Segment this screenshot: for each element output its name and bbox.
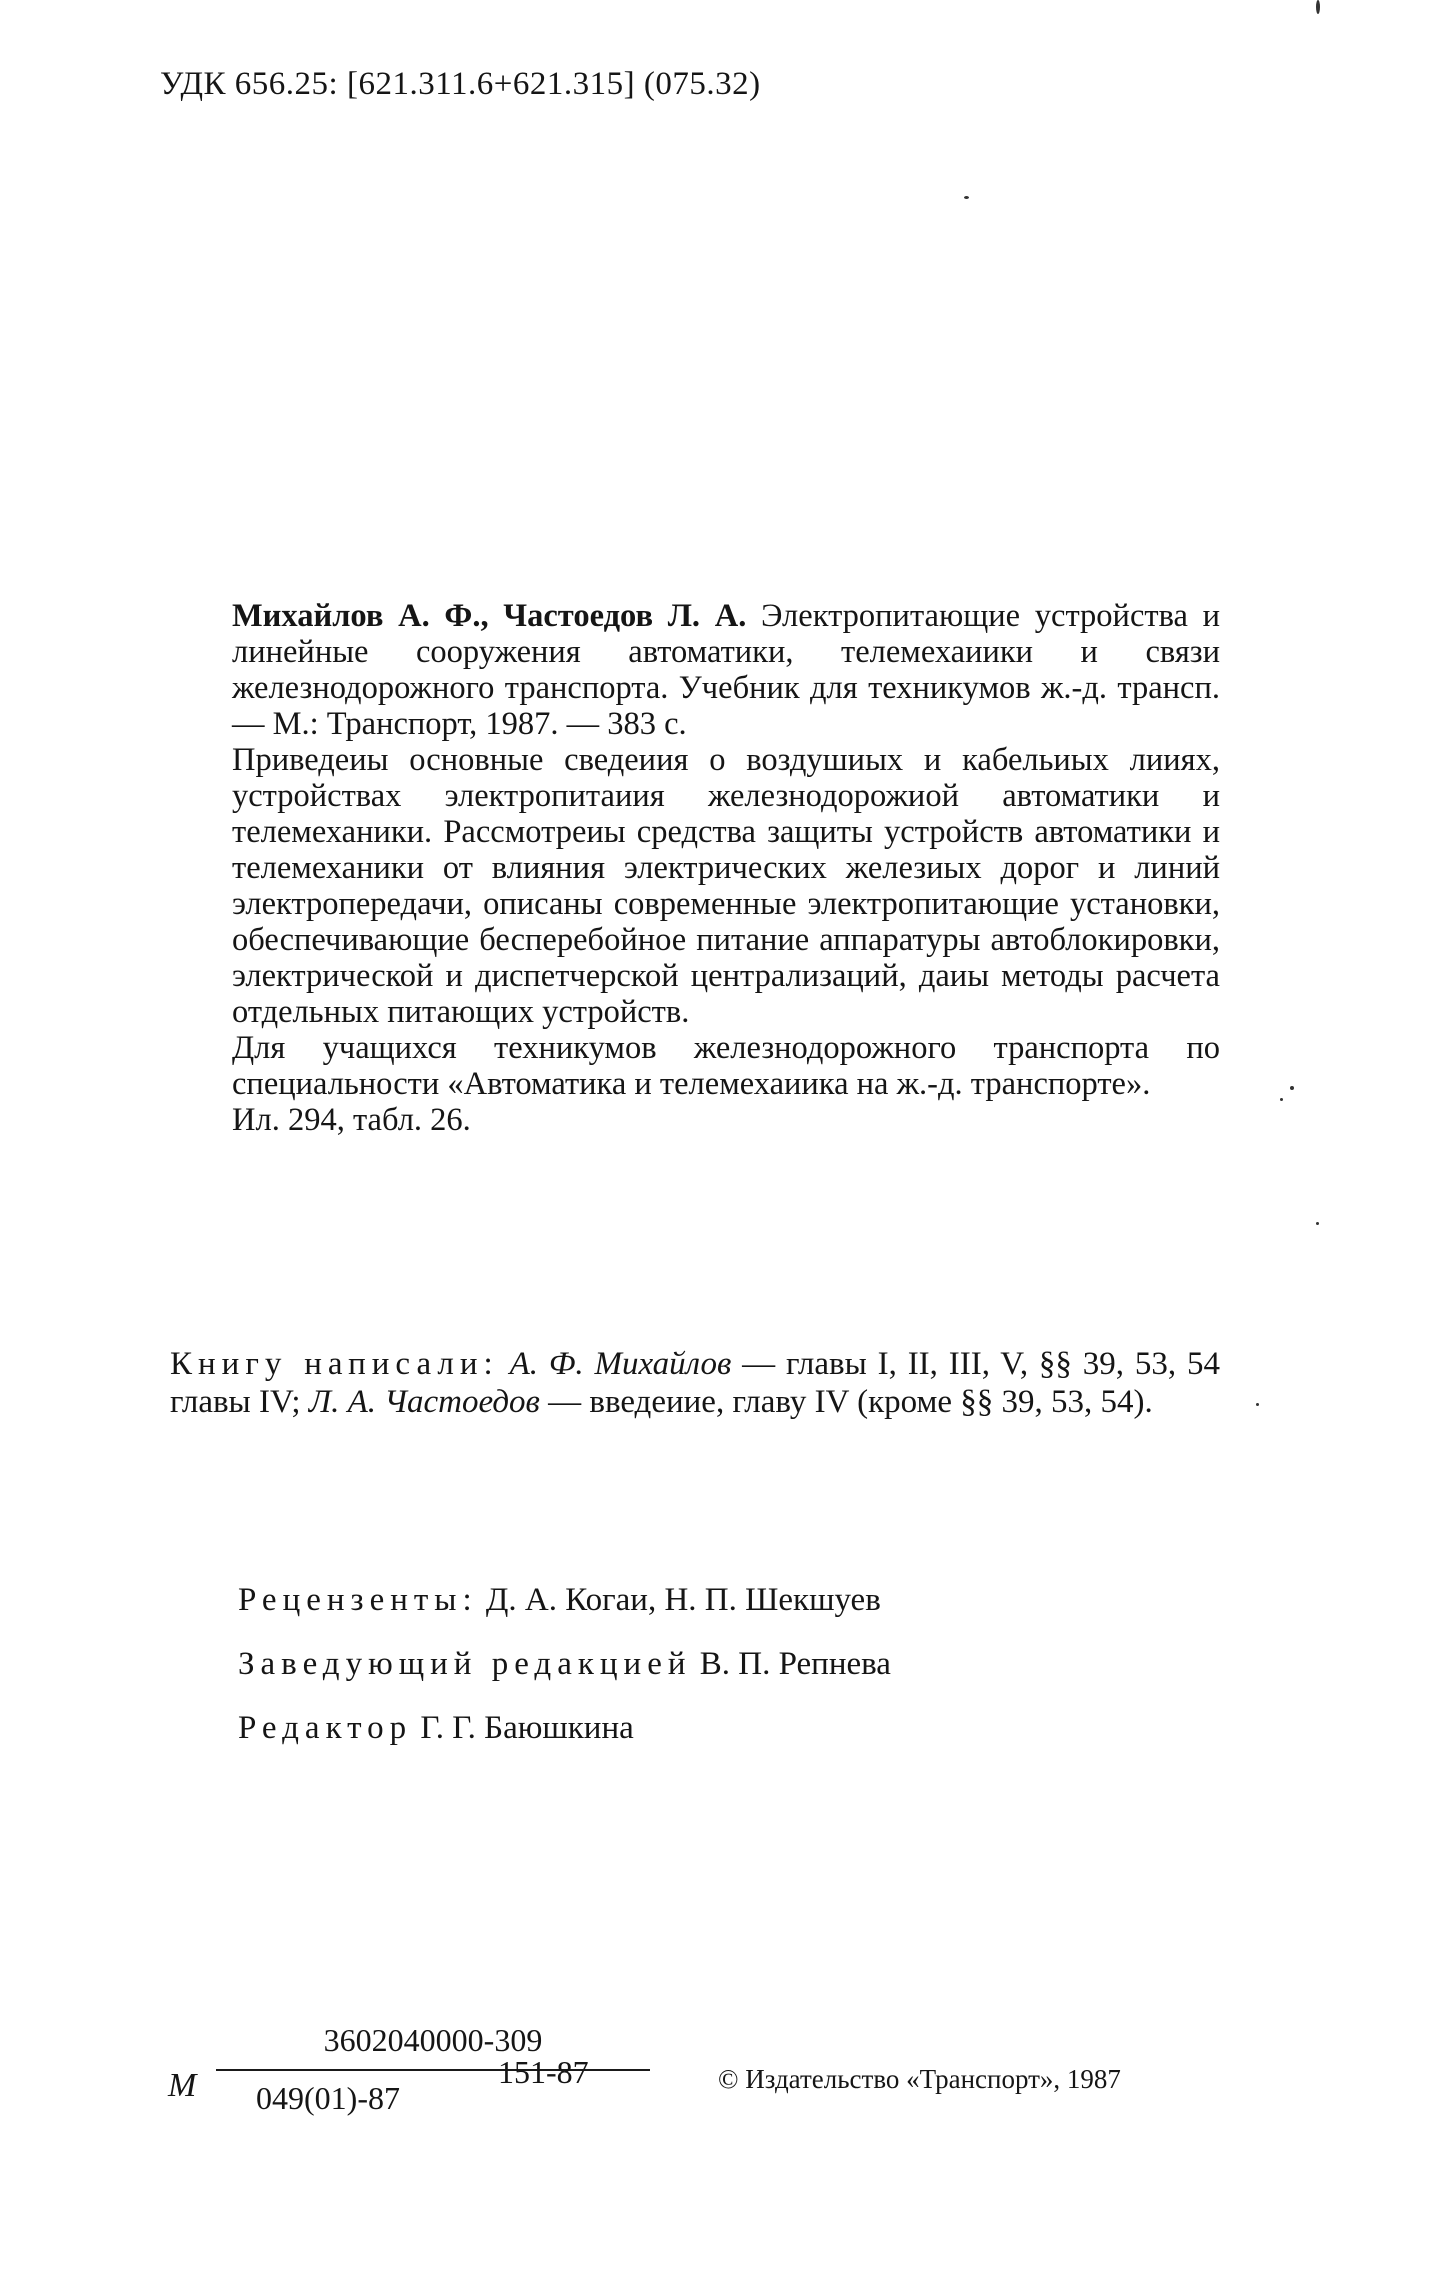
abstract-bibliographic-details: Электропитающие устройства и линейные сооружения автоматики, телемехаиики и связи железнодорожного транспорта. Учебник для техникумов ж.-д. трансп. — М.: Транспорт, 1987. — 383 с.: [232, 598, 1221, 742]
editor-name: Г. Г. Баюшкина: [420, 1710, 634, 1746]
code-suffix: 151-87: [498, 2054, 589, 2090]
editor-label: Редактор: [238, 1710, 413, 1746]
abstract-authors: Михайлов А. Ф., Частоедов Л. А.: [232, 598, 747, 634]
reviewers-names: Д. А. Когаи, Н. П. Шекшуев: [485, 1582, 881, 1618]
author-2-chapters: — введеиие, главу IV (кроме §§ 39, 53, 54).: [548, 1384, 1153, 1420]
bibliographic-entry: [232, 598, 1220, 742]
authorship-label: Книгу написали:: [170, 1346, 499, 1382]
head-of-editorial-name: В. П. Репнева: [699, 1646, 891, 1682]
bibliographic-abstract: [232, 598, 1220, 1138]
abstract-summary: Приведеиы основные сведеиия о воздушиых и кабельиых лииях, устройствах электропитаиия железнодорожиой автоматики и телемеханики. Рассмотреиы средства защиты устройств автоматики и телемеханики от влияния электрических железиых дорог и линий электропередачи, описаны современные электропитающие установки, обеспечивающие бесперебойное питание аппаратуры автоблокировки, электрической и диспетчерской централизаций, даиы методы расчета отдельных питающих устройств.: [232, 742, 1220, 1030]
editorial-credits: [238, 1568, 891, 1760]
print-speck: [1316, 0, 1320, 14]
print-speck: [1280, 1098, 1283, 1101]
code-denominator: 049(01)-87: [256, 2080, 400, 2116]
code-numerator: 3602040000-309: [323, 2022, 543, 2058]
author-2: Л. А. Частоедов: [308, 1384, 540, 1420]
authorship-statement: [170, 1345, 1220, 1421]
publication-code: [168, 2022, 638, 2132]
print-speck: [1290, 1086, 1294, 1090]
author-1-chapters: — главы I, II, III, V, §§ 39, 53, 54 главы IV;: [170, 1346, 1221, 1420]
head-of-editorial-line: [238, 1632, 891, 1696]
abstract-audience: Для учащихся техникумов железнодорожного транспорта по специальности «Автоматика и телемехаиика на ж.-д. транспорте».: [232, 1030, 1220, 1102]
head-of-editorial-label: Заведующий редакцией: [238, 1646, 692, 1682]
abstract-illustrations: Ил. 294, табл. 26.: [232, 1102, 471, 1138]
code-letter: М: [168, 2067, 197, 2104]
editor-line: [238, 1696, 891, 1760]
reviewers-line: [238, 1568, 891, 1632]
author-1: А. Ф. Михайлов: [509, 1346, 732, 1382]
print-speck: [1256, 1403, 1259, 1406]
print-speck: [964, 196, 969, 199]
copyright-notice: © Издательство «Транспорт», 1987: [718, 2064, 1121, 2094]
print-speck: [1316, 1222, 1319, 1225]
udk-classification: УДК 656.25: [621.311.6+621.315] (075.32): [160, 66, 761, 102]
reviewers-label: Рецензенты:: [238, 1582, 478, 1618]
